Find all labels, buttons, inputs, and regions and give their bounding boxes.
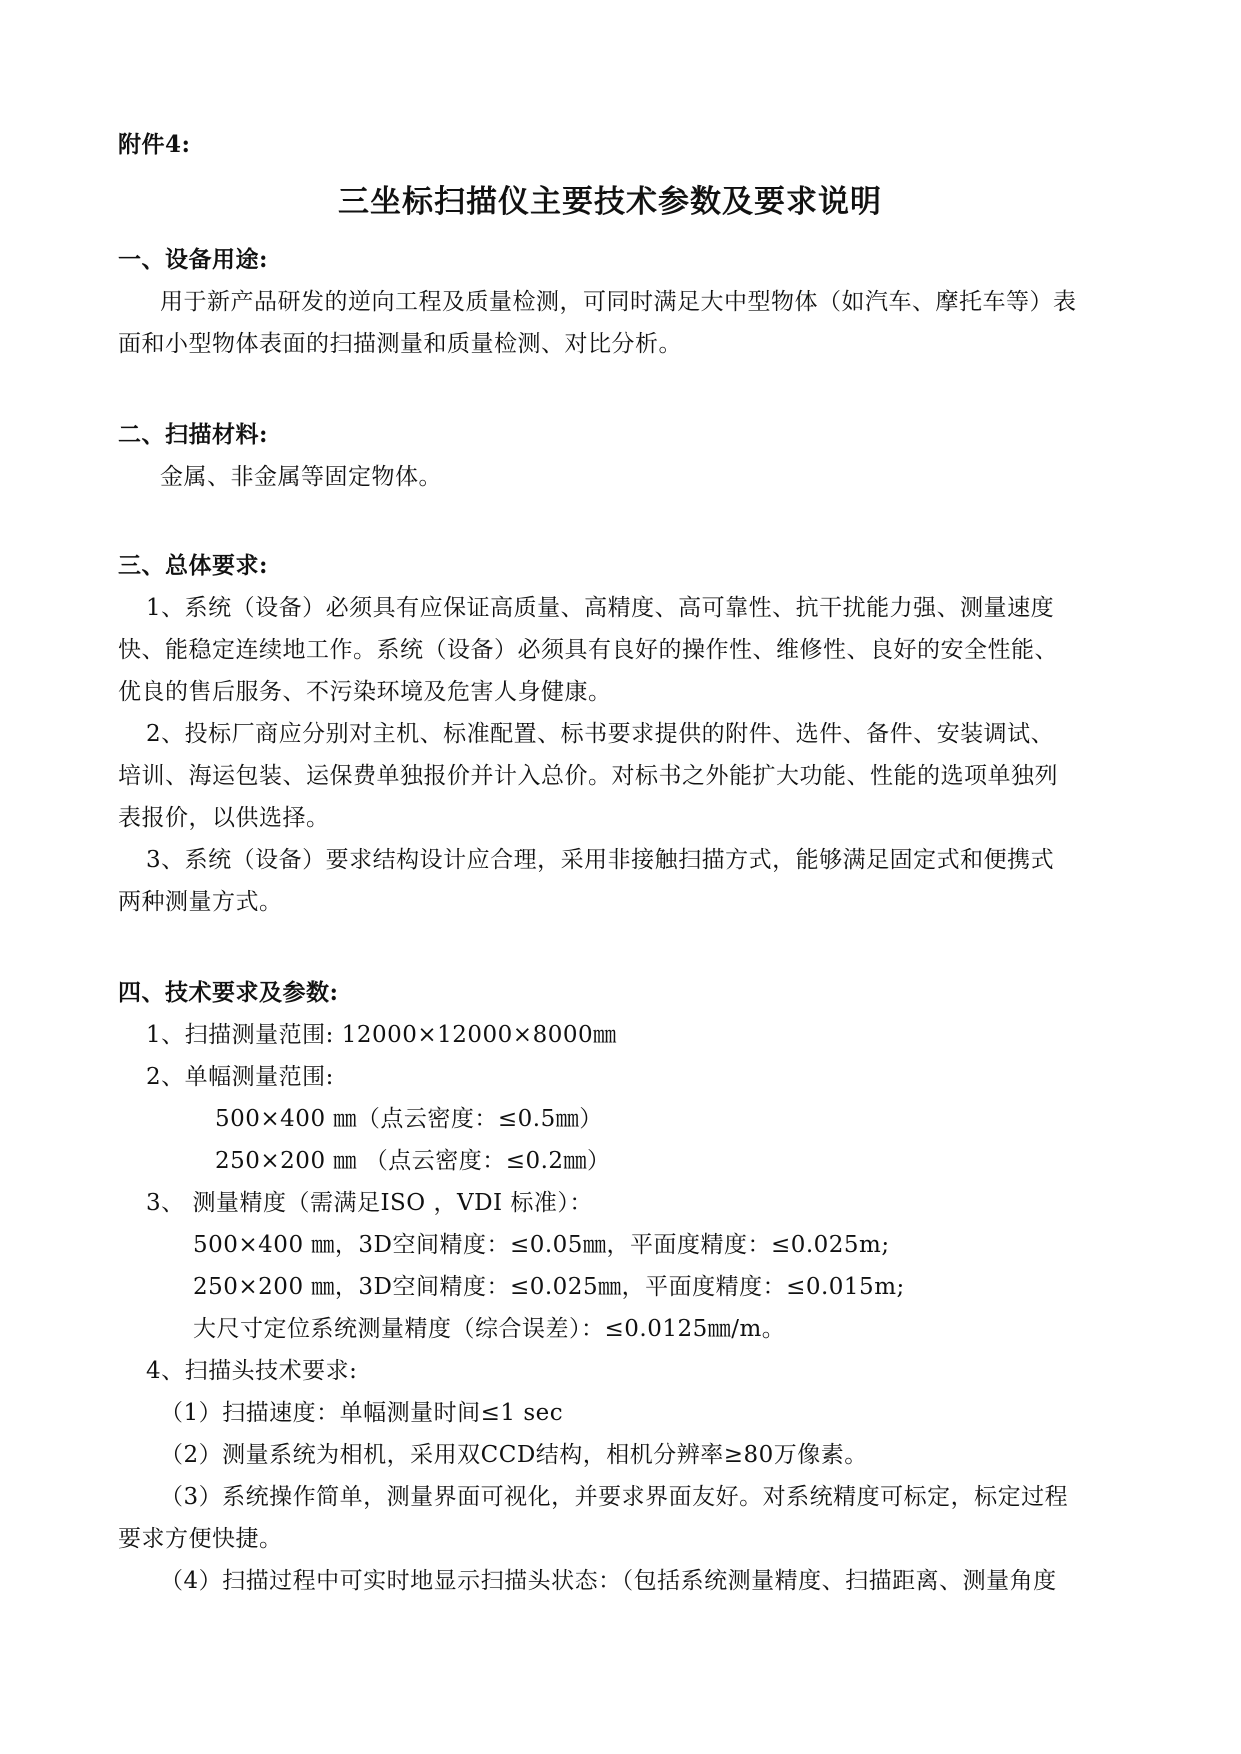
spec-line: （1）扫描速度：单幅测量时间≤1 sec <box>160 1400 564 1426</box>
section-heading-materials: 二、扫描材料: <box>118 421 268 448</box>
spec-line: 2、单幅测量范围: <box>146 1064 334 1090</box>
spec-line: （4）扫描过程中可实时地显示扫描头状态：（包括系统测量精度、扫描距离、测量角度 <box>160 1568 1057 1594</box>
section-heading-technical: 四、技术要求及参数: <box>118 979 339 1006</box>
spec-line: 250×200 ㎜，3D空间精度：≤0.025㎜，平面度精度：≤0.015m; <box>193 1274 905 1300</box>
attachment-label: 附件4: <box>118 131 191 158</box>
section-heading-usage: 一、设备用途: <box>118 246 268 273</box>
paragraph-line: 两种测量方式。 <box>118 889 283 915</box>
paragraph-line: 培训、海运包装、运保费单独报价并计入总价。对标书之外能扩大功能、性能的选项单独列 <box>118 763 1058 789</box>
paragraph-line: 1、系统（设备）必须具有应保证高质量、高精度、高可靠性、抗干扰能力强、测量速度 <box>146 595 1055 621</box>
paragraph-line: 快、能稳定连续地工作。系统（设备）必须具有良好的操作性、维修性、良好的安全性能、 <box>118 637 1058 663</box>
paragraph-line: 面和小型物体表面的扫描测量和质量检测、对比分析。 <box>118 331 682 357</box>
spec-line: 250×200 ㎜ （点云密度：≤0.2㎜） <box>215 1148 611 1174</box>
paragraph-line: 金属、非金属等固定物体。 <box>160 464 442 490</box>
section-heading-general: 三、总体要求: <box>118 552 268 579</box>
spec-line: 1、扫描测量范围: 12000×12000×8000㎜ <box>146 1022 617 1048</box>
spec-line: 4、扫描头技术要求: <box>146 1358 358 1384</box>
spec-line: 3、 测量精度（需满足ISO ，VDI 标准）： <box>146 1190 593 1216</box>
page-title: 三坐标扫描仪主要技术参数及要求说明 <box>338 184 882 220</box>
spec-line: 大尺寸定位系统测量精度（综合误差）：≤0.0125㎜/m。 <box>193 1316 786 1342</box>
spec-line: 500×400 ㎜（点云密度：≤0.5㎜） <box>215 1106 603 1132</box>
spec-line: 500×400 ㎜，3D空间精度：≤0.05㎜，平面度精度：≤0.025m; <box>193 1232 890 1258</box>
paragraph-line: 3、系统（设备）要求结构设计应合理，采用非接触扫描方式，能够满足固定式和便携式 <box>146 847 1055 873</box>
paragraph-line: 用于新产品研发的逆向工程及质量检测，可同时满足大中型物体（如汽车、摩托车等）表 <box>160 289 1077 315</box>
paragraph-line: 优良的售后服务、不污染环境及危害人身健康。 <box>118 679 612 705</box>
paragraph-line: 2、投标厂商应分别对主机、标准配置、标书要求提供的附件、选件、备件、安装调试、 <box>146 721 1055 747</box>
paragraph-line: 表报价，以供选择。 <box>118 805 330 831</box>
spec-line: 要求方便快捷。 <box>118 1526 283 1552</box>
spec-line: （2）测量系统为相机，采用双CCD结构，相机分辨率≥80万像素。 <box>160 1442 868 1468</box>
spec-line: （3）系统操作简单，测量界面可视化，并要求界面友好。对系统精度可标定，标定过程 <box>160 1484 1069 1510</box>
